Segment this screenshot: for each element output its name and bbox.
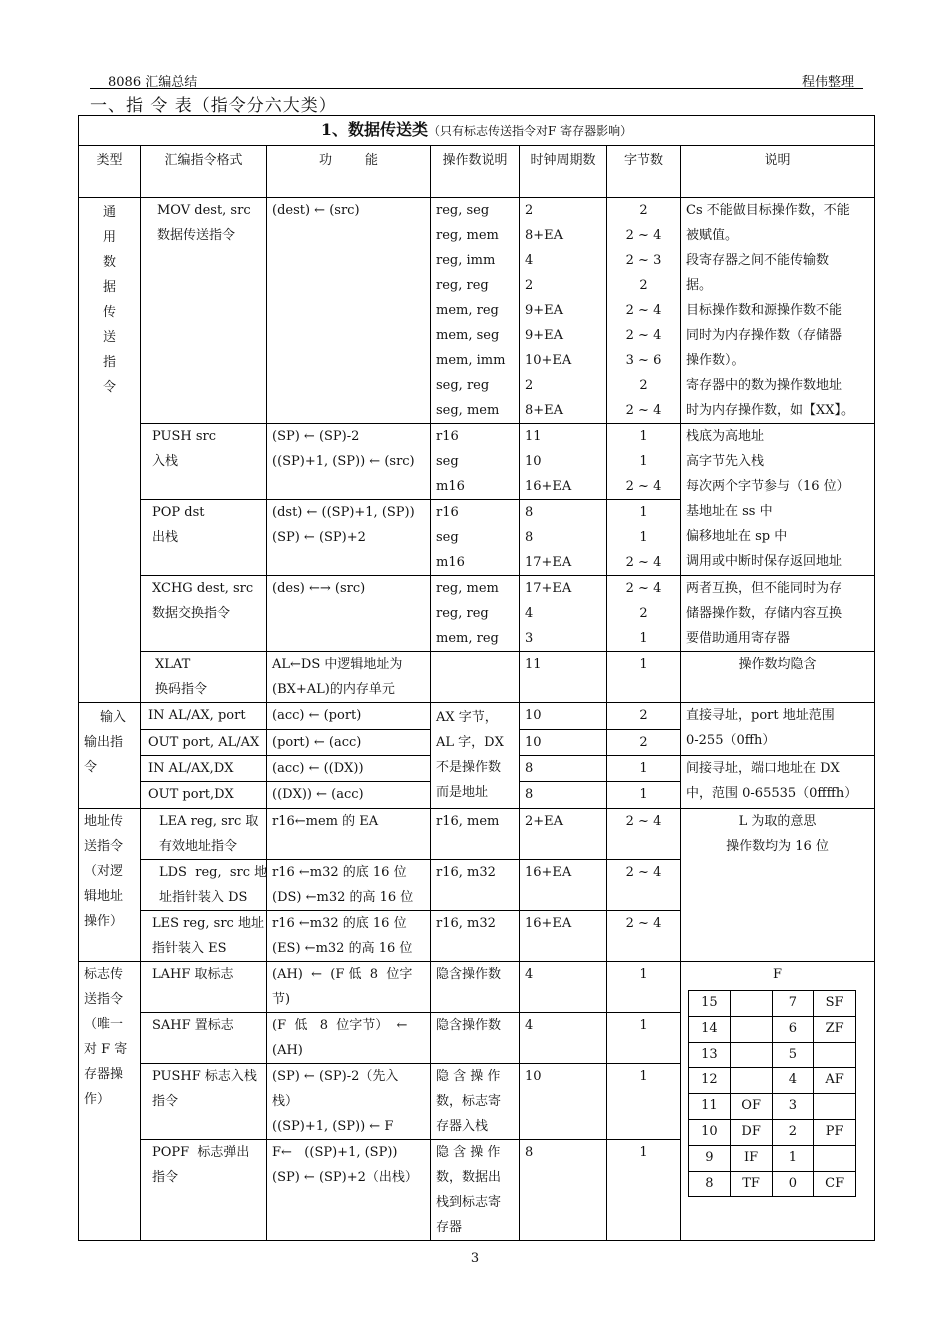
- col-header-bytes: 字节数: [607, 146, 681, 198]
- mov-function: (dest) ← (src): [267, 198, 431, 424]
- pushf-clocks: 10: [520, 1064, 607, 1140]
- pushf-bytes: 1: [607, 1064, 681, 1140]
- in-direct-clocks: 10: [520, 703, 607, 730]
- col-header-type: 类型: [79, 146, 141, 198]
- table-row: [79, 703, 875, 730]
- pushf-function: (SP) ← (SP)-2（先入 栈） ((SP)+1, (SP)) ← F: [267, 1064, 431, 1140]
- popf-operands: 隐 含 操 作 数，数据出 栈到标志寄 存器: [431, 1140, 520, 1241]
- push-bytes: 1 1 2 ~ 4: [607, 424, 681, 500]
- xchg-format: XCHG dest, src 数据交换指令: [141, 576, 267, 652]
- out-direct-bytes: 2: [607, 730, 681, 756]
- sahf-format: SAHF 置标志: [141, 1013, 267, 1064]
- table-row: [79, 198, 875, 424]
- in-indirect-function: (acc) ← ((DX)): [267, 756, 431, 782]
- out-indirect-clocks: 8: [520, 782, 607, 809]
- pop-function: (dst) ← ((SP)+1, (SP)) (SP) ← (SP)+2: [267, 500, 431, 576]
- io-indirect-note: 间接寻址，端口地址在 DX 中，范围 0-65535（0ffffh）: [681, 756, 875, 809]
- mov-note: Cs 不能做目标操作数，不能 被赋值。 段寄存器之间不能传输数 据。 目标操作数和源操作数不能 同时为内存操作数（存储器 操作数）。 寄存器中的数为操作数地址 时为内存操作数，如【XX】。: [681, 198, 875, 424]
- push-operands: r16 seg m16: [431, 424, 520, 500]
- lds-bytes: 2 ~ 4: [607, 860, 681, 911]
- in-indirect-clocks: 8: [520, 756, 607, 782]
- lea-operands: r16, mem: [431, 809, 520, 860]
- les-format: LES reg, src 地址 指针装入 ES: [141, 911, 267, 962]
- in-direct-function: (acc) ← (port): [267, 703, 431, 730]
- flags-register-table: 15 7 SF 14 6 ZF 13 5 12 4 AF 11 OF 3 10 DF 2 PF 9 IF 1 8 TF 0 CF: [688, 990, 856, 1197]
- sahf-operands: 隐含操作数: [431, 1013, 520, 1064]
- in-direct-bytes: 2: [607, 703, 681, 730]
- io-operands: AX 字节， AL 字，DX 不是操作数 而是地址: [431, 703, 520, 809]
- lea-function: r16←mem 的 EA: [267, 809, 431, 860]
- lahf-clocks: 4: [520, 962, 607, 1013]
- lds-clocks: 16+EA: [520, 860, 607, 911]
- flags-register-title: F: [773, 967, 783, 982]
- popf-clocks: 8: [520, 1140, 607, 1241]
- popf-function: F← ((SP)+1, (SP)) (SP) ← (SP)+2（出栈）: [267, 1140, 431, 1241]
- lds-format: LDS reg, src 地 址指针装入 DS: [141, 860, 267, 911]
- table-row: [79, 652, 875, 703]
- address-note: L 为取的意思 操作数均为 16 位: [681, 809, 875, 962]
- xlat-clocks: 11: [520, 652, 607, 703]
- pop-format: POP dst 出栈: [141, 500, 267, 576]
- lahf-format: LAHF 取标志: [141, 962, 267, 1013]
- push-function: (SP) ← (SP)-2 ((SP)+1, (SP)) ← (src): [267, 424, 431, 500]
- sahf-function: (F 低 8 位字节） ← (AH): [267, 1013, 431, 1064]
- xlat-function: AL←DS 中逻辑地址为 (BX+AL)的内存单元: [267, 652, 431, 703]
- in-direct-format: IN AL/AX, port: [141, 703, 267, 730]
- header-right: 程伟整理: [801, 75, 854, 90]
- push-format: PUSH src 入栈: [141, 424, 267, 500]
- les-clocks: 16+EA: [520, 911, 607, 962]
- col-header-clocks: 时钟周期数: [520, 146, 607, 198]
- pop-clocks: 8 8 17+EA: [520, 500, 607, 576]
- pushf-operands: 隐 含 操 作 数，标志寄 存器入栈: [431, 1064, 520, 1140]
- col-header-operands: 操作数说明: [431, 146, 520, 198]
- out-direct-function: (port) ← (acc): [267, 730, 431, 756]
- mov-bytes: 2 2 ~ 4 2 ~ 3 2 2 ~ 4 2 ~ 4 3 ~ 6 2 2 ~ 4: [607, 198, 681, 424]
- mov-clocks: 2 8+EA 4 2 9+EA 9+EA 10+EA 2 8+EA: [520, 198, 607, 424]
- col-header-format: 汇编指令格式: [141, 146, 267, 198]
- table-caption: [79, 116, 875, 146]
- lea-clocks: 2+EA: [520, 809, 607, 860]
- xlat-operands: [431, 652, 520, 703]
- col-header-function: 功 能: [267, 146, 431, 198]
- section-title: 一、指 令 表（指令分六大类）: [90, 96, 337, 116]
- table-row: [79, 809, 875, 860]
- xchg-clocks: 17+EA 4 3: [520, 576, 607, 652]
- popf-bytes: 1: [607, 1140, 681, 1241]
- pushf-format: PUSHF 标志入栈 指令: [141, 1064, 267, 1140]
- les-bytes: 2 ~ 4: [607, 911, 681, 962]
- xlat-note: 操作数均隐含: [681, 652, 875, 703]
- stack-note: 栈底为高地址 高字节先入栈 每次两个字节参与（16 位） 基地址在 ss 中 偏移地址在 sp 中 调用或中断时保存返回地址: [681, 424, 875, 576]
- xlat-format: XLAT 换码指令: [141, 652, 267, 703]
- out-indirect-format: OUT port,DX: [141, 782, 267, 809]
- sahf-bytes: 1: [607, 1013, 681, 1064]
- les-function: r16 ←m32 的底 16 位 (ES) ←m32 的高 16 位: [267, 911, 431, 962]
- xlat-bytes: 1: [607, 652, 681, 703]
- xchg-function: (des) ←→ (src): [267, 576, 431, 652]
- popf-format: POPF 标志弹出 指令: [141, 1140, 267, 1241]
- lds-function: r16 ←m32 的底 16 位 (DS) ←m32 的高 16 位: [267, 860, 431, 911]
- pop-operands: r16 seg m16: [431, 500, 520, 576]
- column-header-row: [79, 146, 875, 198]
- lahf-function: (AH) ← (F 低 8 位字 节): [267, 962, 431, 1013]
- page-number: 3: [470, 1251, 480, 1266]
- xchg-operands: reg, mem reg, reg mem, reg: [431, 576, 520, 652]
- category-address: 地址传 送指令 （对逻 辑地址 操作）: [79, 809, 141, 962]
- table-row: [79, 576, 875, 652]
- out-direct-clocks: 10: [520, 730, 607, 756]
- instruction-table: [78, 115, 875, 1241]
- category-flag: 标志传 送指令 （唯一 对 F 寄 存器操 作）: [79, 962, 141, 1241]
- lea-bytes: 2 ~ 4: [607, 809, 681, 860]
- xchg-note: 两者互换，但不能同时为存 储器操作数，存储内容互换 要借助通用寄存器: [681, 576, 875, 652]
- in-indirect-bytes: 1: [607, 756, 681, 782]
- xchg-bytes: 2 ~ 4 2 1: [607, 576, 681, 652]
- out-direct-format: OUT port, AL/AX: [141, 730, 267, 756]
- sahf-clocks: 4: [520, 1013, 607, 1064]
- flags-register-cell: [681, 962, 875, 1241]
- mov-operands: reg, seg reg, mem reg, imm reg, reg mem, reg mem, seg mem, imm seg, reg seg, mem: [431, 198, 520, 424]
- push-clocks: 11 10 16+EA: [520, 424, 607, 500]
- lahf-bytes: 1: [607, 962, 681, 1013]
- table-row: [79, 962, 875, 1013]
- caption-main: 1、数据传送类: [320, 120, 429, 139]
- lds-operands: r16, m32: [431, 860, 520, 911]
- lea-format: LEA reg, src 取 有效地址指令: [141, 809, 267, 860]
- category-io: 输入 输出指 令: [79, 703, 141, 809]
- header-left: 8086 汇编总结: [108, 75, 198, 90]
- io-direct-note: 直接寻址，port 地址范围 0-255（0ffh）: [681, 703, 875, 756]
- mov-format: MOV dest, src 数据传送指令: [141, 198, 267, 424]
- lahf-operands: 隐含操作数: [431, 962, 520, 1013]
- header-rule: [90, 88, 863, 89]
- caption-sub: （只有标志传送指令对F 寄存器影响）: [428, 124, 633, 138]
- les-operands: r16, m32: [431, 911, 520, 962]
- table-row: [79, 424, 875, 500]
- in-indirect-format: IN AL/AX,DX: [141, 756, 267, 782]
- pop-bytes: 1 1 2 ~ 4: [607, 500, 681, 576]
- category-general: 通 用 数 据 传 送 指 令: [79, 198, 141, 703]
- out-indirect-function: ((DX)) ← (acc): [267, 782, 431, 809]
- col-header-note: 说明: [681, 146, 875, 198]
- out-indirect-bytes: 1: [607, 782, 681, 809]
